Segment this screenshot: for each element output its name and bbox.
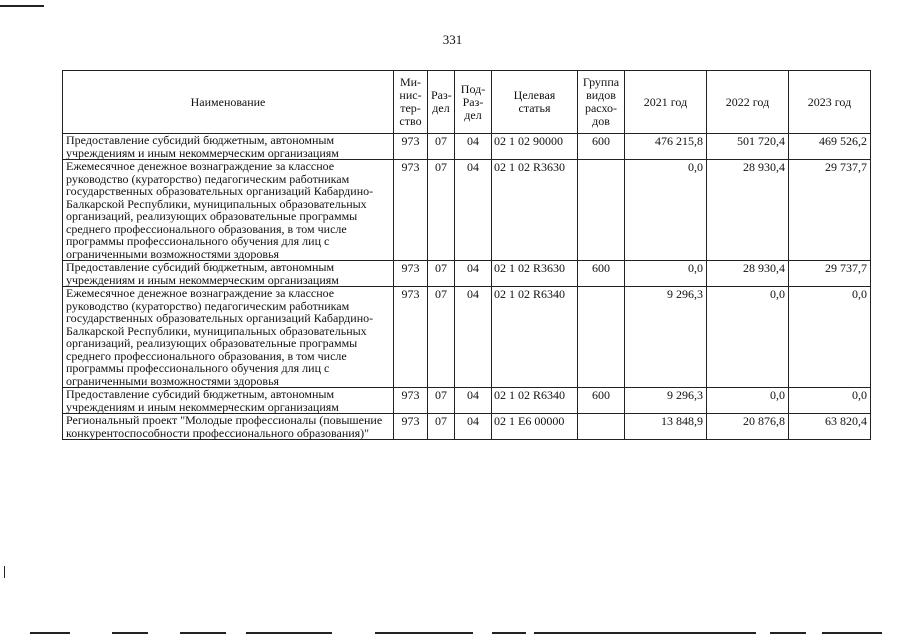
row-subsection: 04 xyxy=(455,134,492,160)
row-ministry: 973 xyxy=(394,134,428,160)
row-2022: 20 876,8 xyxy=(707,414,789,440)
row-section: 07 xyxy=(428,160,455,261)
row-name: Предоставление субсидий бюджетным, автономным учреждениям и иным некоммерческим организациям xyxy=(63,261,394,287)
scan-mark-bottom-4 xyxy=(246,632,332,634)
row-2023: 469 526,2 xyxy=(789,134,871,160)
row-section: 07 xyxy=(428,261,455,287)
row-group xyxy=(578,160,625,261)
row-target: 02 1 E6 00000 xyxy=(492,414,578,440)
row-group xyxy=(578,287,625,388)
row-ministry: 973 xyxy=(394,160,428,261)
row-target: 02 1 02 R3630 xyxy=(492,261,578,287)
header-target: Целевая статья xyxy=(492,71,578,134)
row-2022: 501 720,4 xyxy=(707,134,789,160)
row-section: 07 xyxy=(428,388,455,414)
row-2022: 0,0 xyxy=(707,287,789,388)
row-2023: 29 737,7 xyxy=(789,261,871,287)
scan-mark-bottom-7 xyxy=(534,632,756,634)
scan-mark-bottom-5 xyxy=(375,632,473,634)
row-2021: 476 215,8 xyxy=(625,134,707,160)
row-subsection: 04 xyxy=(455,388,492,414)
row-subsection: 04 xyxy=(455,160,492,261)
header-section: Раз- дел xyxy=(428,71,455,134)
row-target: 02 1 02 R6340 xyxy=(492,388,578,414)
scan-mark-bottom-8 xyxy=(770,632,806,634)
page-number: 331 xyxy=(442,32,463,47)
table-row xyxy=(63,287,871,388)
scan-mark-bottom-6 xyxy=(492,632,526,634)
row-2022: 0,0 xyxy=(707,388,789,414)
row-ministry: 973 xyxy=(394,287,428,388)
row-name: Ежемесячное денежное вознаграждение за классное руководство (кураторство) педагогическим работникам государственных образовательных организаций Кабардино-Балкарской Республики, муниципальных образовательных организаций, реализующих образовательные программы среднего профессионального образования, в том числе программы профессионального обучения для лиц с ограниченными возможностями здоровья xyxy=(63,287,394,388)
row-name: Региональный проект "Молодые профессионалы (повышение конкурентоспособности профессионального образования)" xyxy=(63,414,394,440)
row-ministry: 973 xyxy=(394,388,428,414)
row-2023: 0,0 xyxy=(789,388,871,414)
row-ministry: 973 xyxy=(394,261,428,287)
row-2021: 0,0 xyxy=(625,261,707,287)
scan-mark-bottom-1 xyxy=(30,632,70,634)
row-2023: 29 737,7 xyxy=(789,160,871,261)
row-section: 07 xyxy=(428,287,455,388)
row-target: 02 1 02 R3630 xyxy=(492,160,578,261)
scan-mark-bottom-9 xyxy=(822,632,882,634)
row-2022: 28 930,4 xyxy=(707,160,789,261)
table-row xyxy=(63,414,871,440)
scan-mark-bottom-2 xyxy=(112,632,148,634)
scan-mark-left xyxy=(4,566,5,578)
row-subsection: 04 xyxy=(455,261,492,287)
row-name: Ежемесячное денежное вознаграждение за классное руководство (кураторство) педагогическим работникам государственных образовательных организаций Кабардино-Балкарской Республики, муниципальных образовательных организаций, реализующих образовательные программы среднего профессионального образования, в том числе программы профессионального обучения для лиц с ограниченными возможностями здоровья xyxy=(63,160,394,261)
row-2021: 9 296,3 xyxy=(625,287,707,388)
row-group: 600 xyxy=(578,388,625,414)
header-name: Наименование xyxy=(63,71,394,134)
scan-mark-bottom-3 xyxy=(180,632,226,634)
row-ministry: 973 xyxy=(394,414,428,440)
row-subsection: 04 xyxy=(455,414,492,440)
row-group xyxy=(578,414,625,440)
row-2022: 28 930,4 xyxy=(707,261,789,287)
header-2023: 2023 год xyxy=(789,71,871,134)
header-2022: 2022 год xyxy=(707,71,789,134)
table-header-row xyxy=(63,71,871,134)
header-2021: 2021 год xyxy=(625,71,707,134)
row-section: 07 xyxy=(428,414,455,440)
table-row xyxy=(63,388,871,414)
row-2021: 13 848,9 xyxy=(625,414,707,440)
budget-table xyxy=(62,70,871,440)
table-row xyxy=(63,134,871,160)
row-group: 600 xyxy=(578,134,625,160)
row-section: 07 xyxy=(428,134,455,160)
header-subsection: Под- Раз- дел xyxy=(455,71,492,134)
row-2021: 9 296,3 xyxy=(625,388,707,414)
scan-mark-top xyxy=(0,5,44,7)
header-group: Группа видов расхо- дов xyxy=(578,71,625,134)
row-name: Предоставление субсидий бюджетным, автономным учреждениям и иным некоммерческим организациям xyxy=(63,134,394,160)
row-2023: 0,0 xyxy=(789,287,871,388)
header-ministry: Ми- нис- тер- ство xyxy=(394,71,428,134)
table-row xyxy=(63,160,871,261)
row-target: 02 1 02 R6340 xyxy=(492,287,578,388)
row-group: 600 xyxy=(578,261,625,287)
row-2021: 0,0 xyxy=(625,160,707,261)
row-2023: 63 820,4 xyxy=(789,414,871,440)
row-subsection: 04 xyxy=(455,287,492,388)
table-row xyxy=(63,261,871,287)
row-name: Предоставление субсидий бюджетным, автономным учреждениям и иным некоммерческим организациям xyxy=(63,388,394,414)
row-target: 02 1 02 90000 xyxy=(492,134,578,160)
